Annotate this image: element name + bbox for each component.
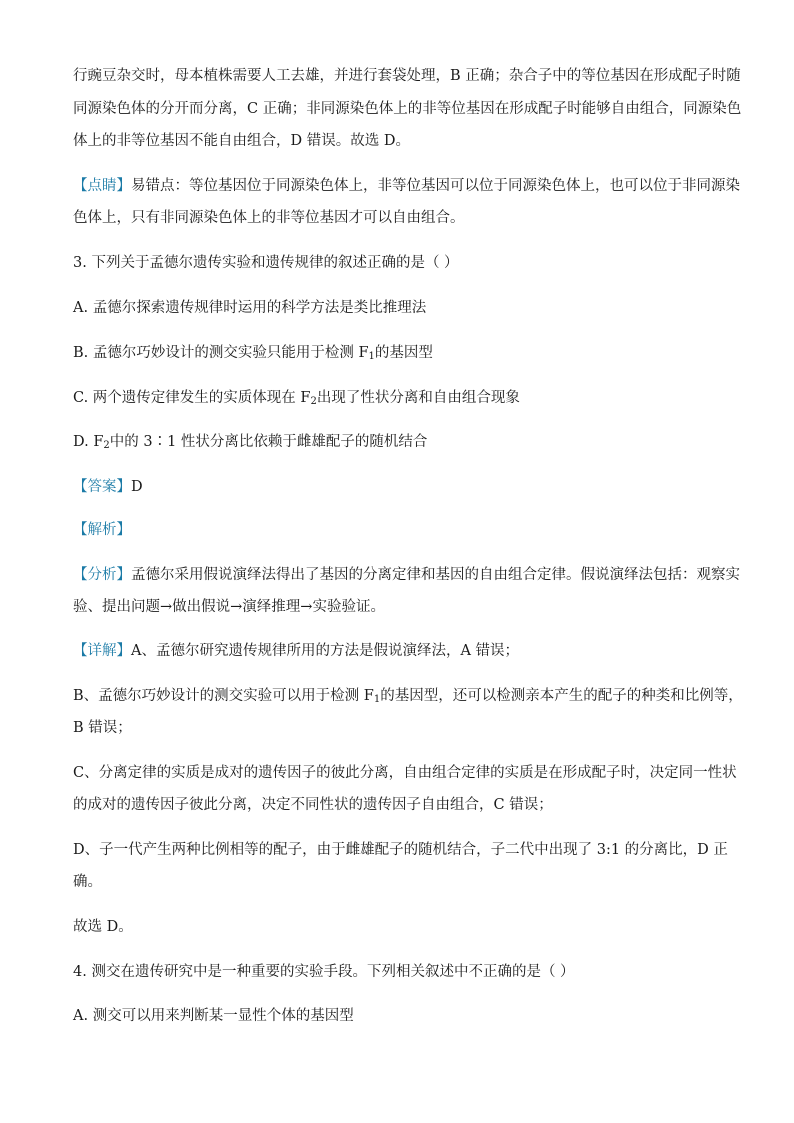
note-line xyxy=(73,176,740,196)
analysis-line: 验、提出问题→做出假说→演绎推理→实验验证。 xyxy=(73,599,385,615)
question-3-option-a: A. 孟德尔探索遗传规律时运用的科学方法是类比推理法 xyxy=(73,300,427,316)
analysis-tag: 【解析】 xyxy=(73,522,131,538)
subscript: 2 xyxy=(103,440,110,451)
xiangjie-tag: 【详解】 xyxy=(73,643,131,659)
fenxi-tag: 【分析】 xyxy=(73,567,131,583)
analysis-heading xyxy=(73,520,723,540)
option-text: D. F xyxy=(73,434,104,450)
detail-text: A、孟德尔研究遗传规律所用的方法是假说演绎法，A 错误； xyxy=(131,643,520,659)
detail-line: D、子一代产生两种比例相等的配子，由于雌雄配子的随机结合，子二代中出现了 3:1 的分离比，D 正 xyxy=(73,842,728,858)
question-3-option-b xyxy=(73,343,723,367)
detail-line: 的成对的遗传因子彼此分离，决定不同性状的遗传因子自由组合，C 错误； xyxy=(73,797,553,813)
detail-line: C、分离定律的实质是成对的遗传因子的彼此分离，自由组合定律的实质是在形成配子时，决定同一性状 xyxy=(73,765,737,781)
analysis-line xyxy=(73,565,740,585)
option-text: C. 两个遗传定律发生的实质体现在 F xyxy=(73,390,311,406)
detail-text: 的基因型，还可以检测亲本产生的配子的种类和比例等， xyxy=(380,688,743,704)
note-tag: 【点睛】 xyxy=(73,178,131,194)
question-3-option-d xyxy=(73,432,723,456)
detail-line: B 错误； xyxy=(73,720,132,736)
answer-line xyxy=(73,477,723,497)
note-text: 易错点：等位基因位于同源染色体上，非等位基因可以位于同源染色体上，也可以位于非同源染 xyxy=(131,178,740,194)
option-text: B. 孟德尔巧妙设计的测交实验只能用于检测 F xyxy=(73,345,369,361)
paragraph-line: 同源染色体的分开而分离，C 正确；非同源染色体上的非等位基因在形成配子时能够自由组合，同源染色 xyxy=(73,101,742,117)
question-4-stem: 4. 测交在遗传研究中是一种重要的实验手段。下列相关叙述中不正确的是（ ） xyxy=(73,964,575,980)
detail-line: 确。 xyxy=(73,874,102,890)
question-3-option-c xyxy=(73,388,723,412)
subscript: 1 xyxy=(368,351,375,362)
paragraph-line: 行豌豆杂交时，母本植株需要人工去雄，并进行套袋处理，B 正确；杂合子中的等位基因在形成配子时随 xyxy=(73,68,741,84)
question-3-stem: 3. 下列关于孟德尔遗传实验和遗传规律的叙述正确的是（ ） xyxy=(73,255,459,271)
question-4-option-a: A. 测交可以用来判断某一显性个体的基因型 xyxy=(73,1008,354,1024)
option-text: 中的 3∶1 性状分离比依赖于雌雄配子的随机结合 xyxy=(109,434,428,450)
answer-tag: 【答案】 xyxy=(73,479,131,495)
conclusion-line: 故选 D。 xyxy=(73,919,133,935)
answer-value: D xyxy=(131,479,143,495)
paragraph-line: 体上的非等位基因不能自由组合，D 错误。故选 D。 xyxy=(73,133,410,149)
detail-text: B、孟德尔巧妙设计的测交实验可以用于检测 F xyxy=(73,688,374,704)
detail-line xyxy=(73,641,723,661)
option-text: 出现了性状分离和自由组合现象 xyxy=(316,390,520,406)
subscript: 1 xyxy=(373,694,381,705)
detail-line xyxy=(73,686,743,710)
subscript: 2 xyxy=(310,396,317,407)
option-text: 的基因型 xyxy=(374,345,433,361)
analysis-text: 孟德尔采用假说演绎法得出了基因的分离定律和基因的自由组合定律。假说演绎法包括：观察实 xyxy=(131,567,740,583)
note-line: 色体上，只有非同源染色体上的非等位基因才可以自由组合。 xyxy=(73,210,465,226)
